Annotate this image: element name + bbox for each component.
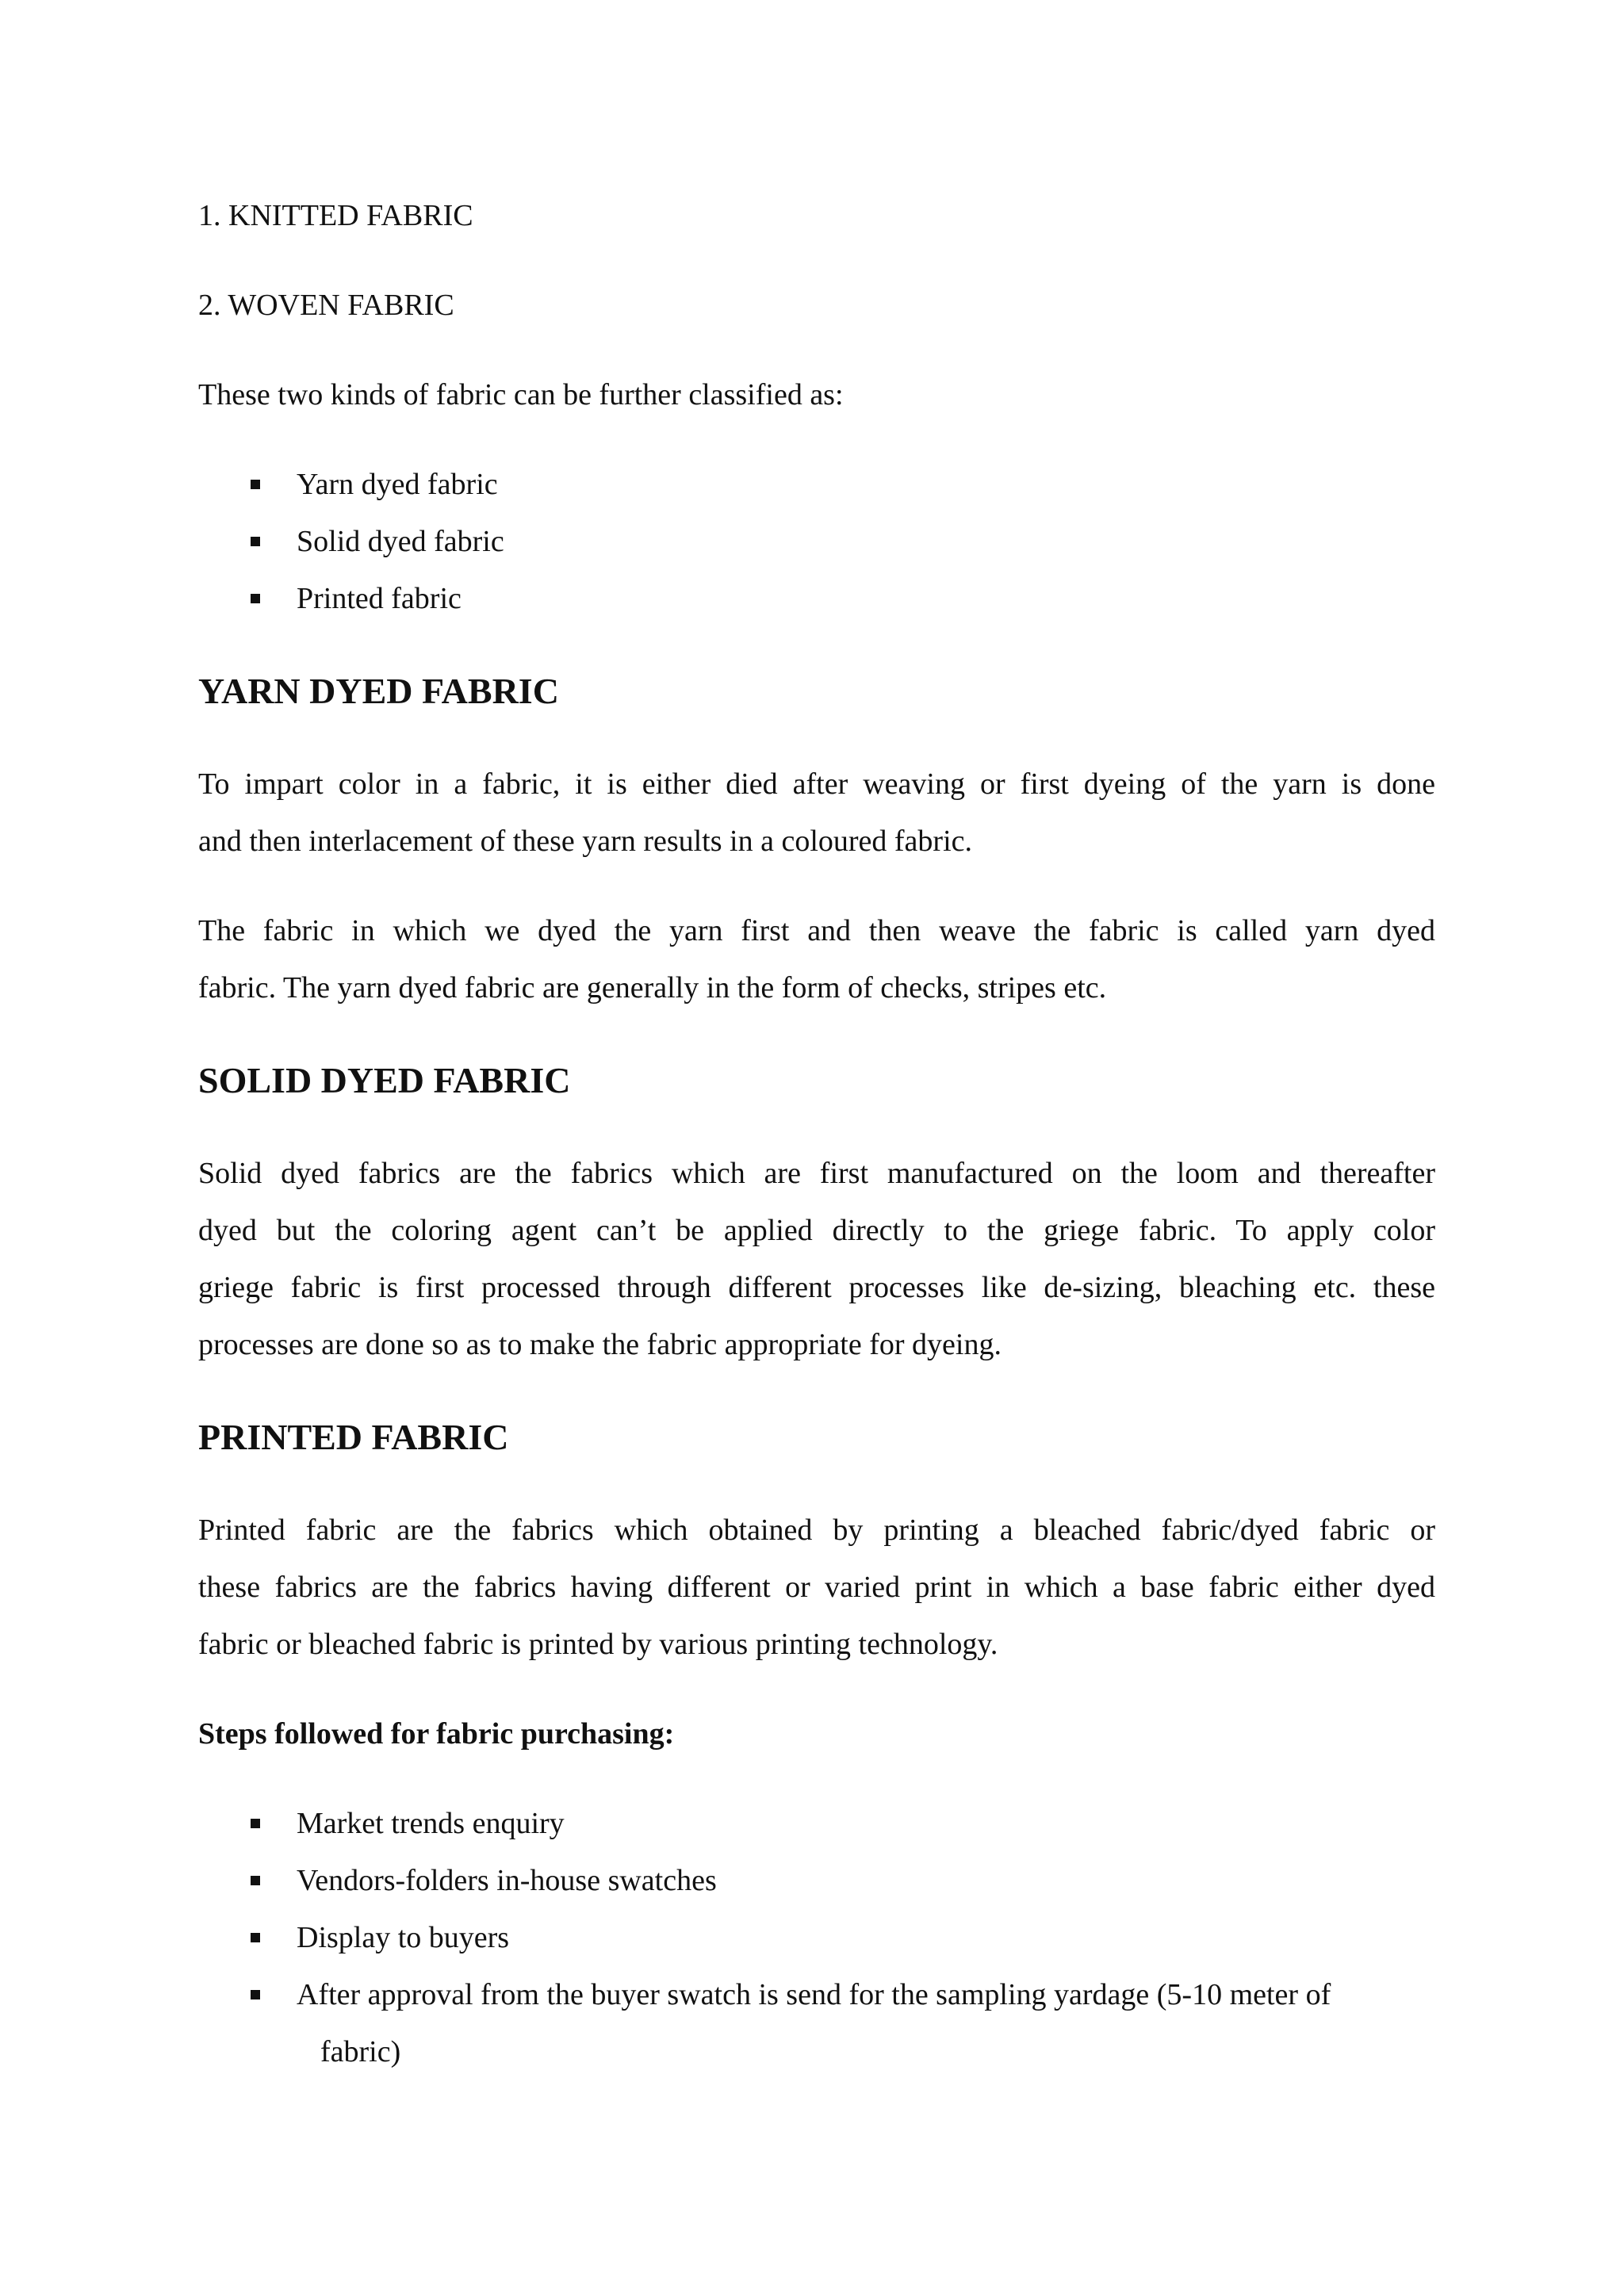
list-item-woven: 2. WOVEN FABRIC bbox=[198, 289, 454, 322]
classification-list bbox=[198, 456, 1435, 627]
bullet-square-icon bbox=[251, 480, 260, 489]
paragraph-solid: Solid dyed fabrics are the fabrics which are first manufactured on the loom and thereafter dyed but the coloring agent can’t be applied directly to the griege fabric. To apply color griege fabric is first processed through different processes like de-sizing, bleaching etc. these processes are done so as to make the fabric appropriate for dyeing. bbox=[198, 1157, 1435, 1361]
paragraph-yarn-2: The fabric in which we dyed the yarn first and then weave the fabric is called yarn dyed fabric. The yarn dyed fabric are generally in the form of checks, stripes etc. bbox=[198, 914, 1435, 1004]
list-item: Yarn dyed fabric bbox=[198, 456, 1435, 513]
steps-list bbox=[198, 1795, 1435, 2080]
intro-text: These two kinds of fabric can be further classified as: bbox=[198, 378, 844, 411]
list-item: Display to buyers bbox=[198, 1909, 1435, 1966]
list-item: After approval from the buyer swatch is send for the sampling yardage (5-10 meter of fabric) bbox=[198, 1966, 1435, 2080]
list-item: Solid dyed fabric bbox=[198, 513, 1435, 570]
document-page bbox=[198, 187, 1435, 2080]
list-item-knitted: 1. KNITTED FABRIC bbox=[198, 199, 473, 232]
paragraph-printed: Printed fabric are the fabrics which obtained by printing a bleached fabric/dyed fabric or these fabrics are the fabrics having different or varied print in which a base fabric either dyed fabric or bleached fabric is printed by various printing technology. bbox=[198, 1513, 1435, 1661]
heading-printed: PRINTED FABRIC bbox=[198, 1417, 509, 1457]
list-item: Printed fabric bbox=[198, 570, 1435, 627]
bullet-square-icon bbox=[251, 1876, 260, 1885]
list-item: Market trends enquiry bbox=[198, 1795, 1435, 1852]
bullet-square-icon bbox=[251, 1819, 260, 1828]
paragraph-yarn-1: To impart color in a fabric, it is either died after weaving or first dyeing of the yarn is done and then interlacement of these yarn results in a coloured fabric. bbox=[198, 767, 1435, 858]
heading-solid-dyed: SOLID DYED FABRIC bbox=[198, 1060, 571, 1100]
steps-heading: Steps followed for fabric purchasing: bbox=[198, 1717, 675, 1751]
list-item: Vendors-folders in-house swatches bbox=[198, 1852, 1435, 1909]
heading-yarn-dyed: YARN DYED FABRIC bbox=[198, 671, 559, 711]
bullet-square-icon bbox=[251, 594, 260, 603]
bullet-square-icon bbox=[251, 1933, 260, 1942]
bullet-square-icon bbox=[251, 1990, 260, 1999]
bullet-square-icon bbox=[251, 537, 260, 546]
